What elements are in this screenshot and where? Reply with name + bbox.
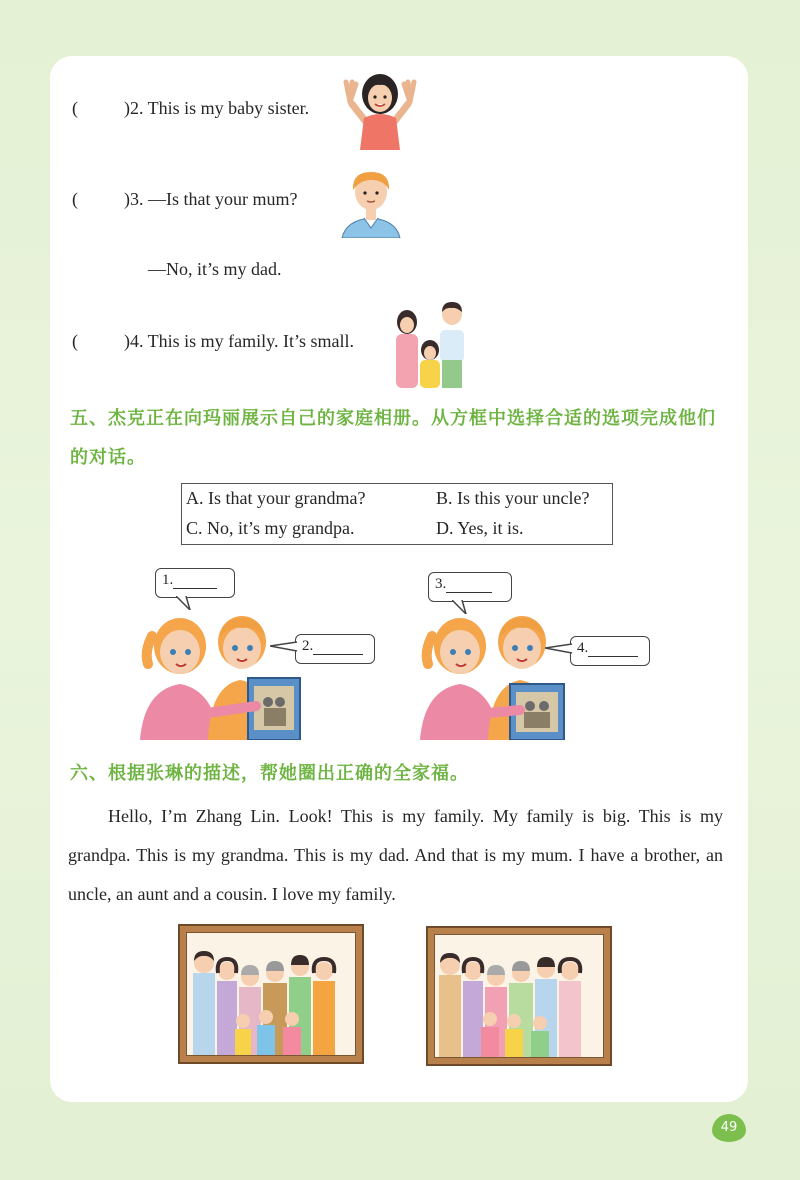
- dialogue-bubble-2: 2.: [295, 634, 375, 664]
- question-2: ( )2. This is my baby sister.: [72, 98, 310, 118]
- dialogue-scene-2: [420, 606, 590, 740]
- blank-4[interactable]: [588, 642, 638, 657]
- bubble-4-tail: [545, 642, 573, 656]
- dialogue-bubble-3: 3.: [428, 572, 512, 602]
- section-5-title-line-2: 的对话。: [70, 447, 146, 468]
- blank-2[interactable]: [313, 640, 363, 655]
- dialogue-scene-1: [140, 606, 310, 740]
- blank-1[interactable]: [173, 574, 217, 589]
- dialogue-bubble-4: 4.: [570, 636, 650, 666]
- family-photo-1[interactable]: [178, 924, 364, 1064]
- option-c: C. No, it’s my grandpa.: [186, 518, 355, 538]
- question-4: ( )4. This is my family. It’s small.: [72, 331, 354, 351]
- bubble-1-tail: [176, 596, 192, 610]
- question-3: ( )3. —Is that your mum?: [72, 189, 298, 209]
- option-a: A. Is that your grandma?: [186, 488, 366, 508]
- small-family-illustration: [390, 300, 472, 388]
- boy-illustration: [338, 166, 404, 238]
- family-photo-2[interactable]: [426, 926, 612, 1066]
- blank-3[interactable]: [446, 578, 492, 593]
- section-5-title-line-1: 五、杰克正在向玛丽展示自己的家庭相册。从方框中选择合适的选项完成他们: [70, 408, 716, 429]
- baby-sister-illustration: [342, 72, 418, 150]
- bubble-2-tail: [270, 640, 298, 654]
- dialogue-bubble-1: 1.: [155, 568, 235, 598]
- bubble-3-tail: [452, 600, 468, 614]
- page-number-badge: 49: [712, 1114, 746, 1142]
- option-b: B. Is this your uncle?: [436, 488, 590, 508]
- options-box: [181, 483, 613, 545]
- question-3-answer: —No, it’s my dad.: [148, 259, 282, 279]
- option-d: D. Yes, it is.: [436, 518, 524, 538]
- reading-passage: Hello, I’m Zhang Lin. Look! This is my family. My family is big. This is my grandpa. This is my grandma. This is my dad. And that is my mum. I have a brother, an uncle, an aunt and a cousin. I love my family.: [68, 806, 723, 904]
- section-6-title: 六、根据张琳的描述，帮她圈出正确的全家福。: [70, 763, 469, 784]
